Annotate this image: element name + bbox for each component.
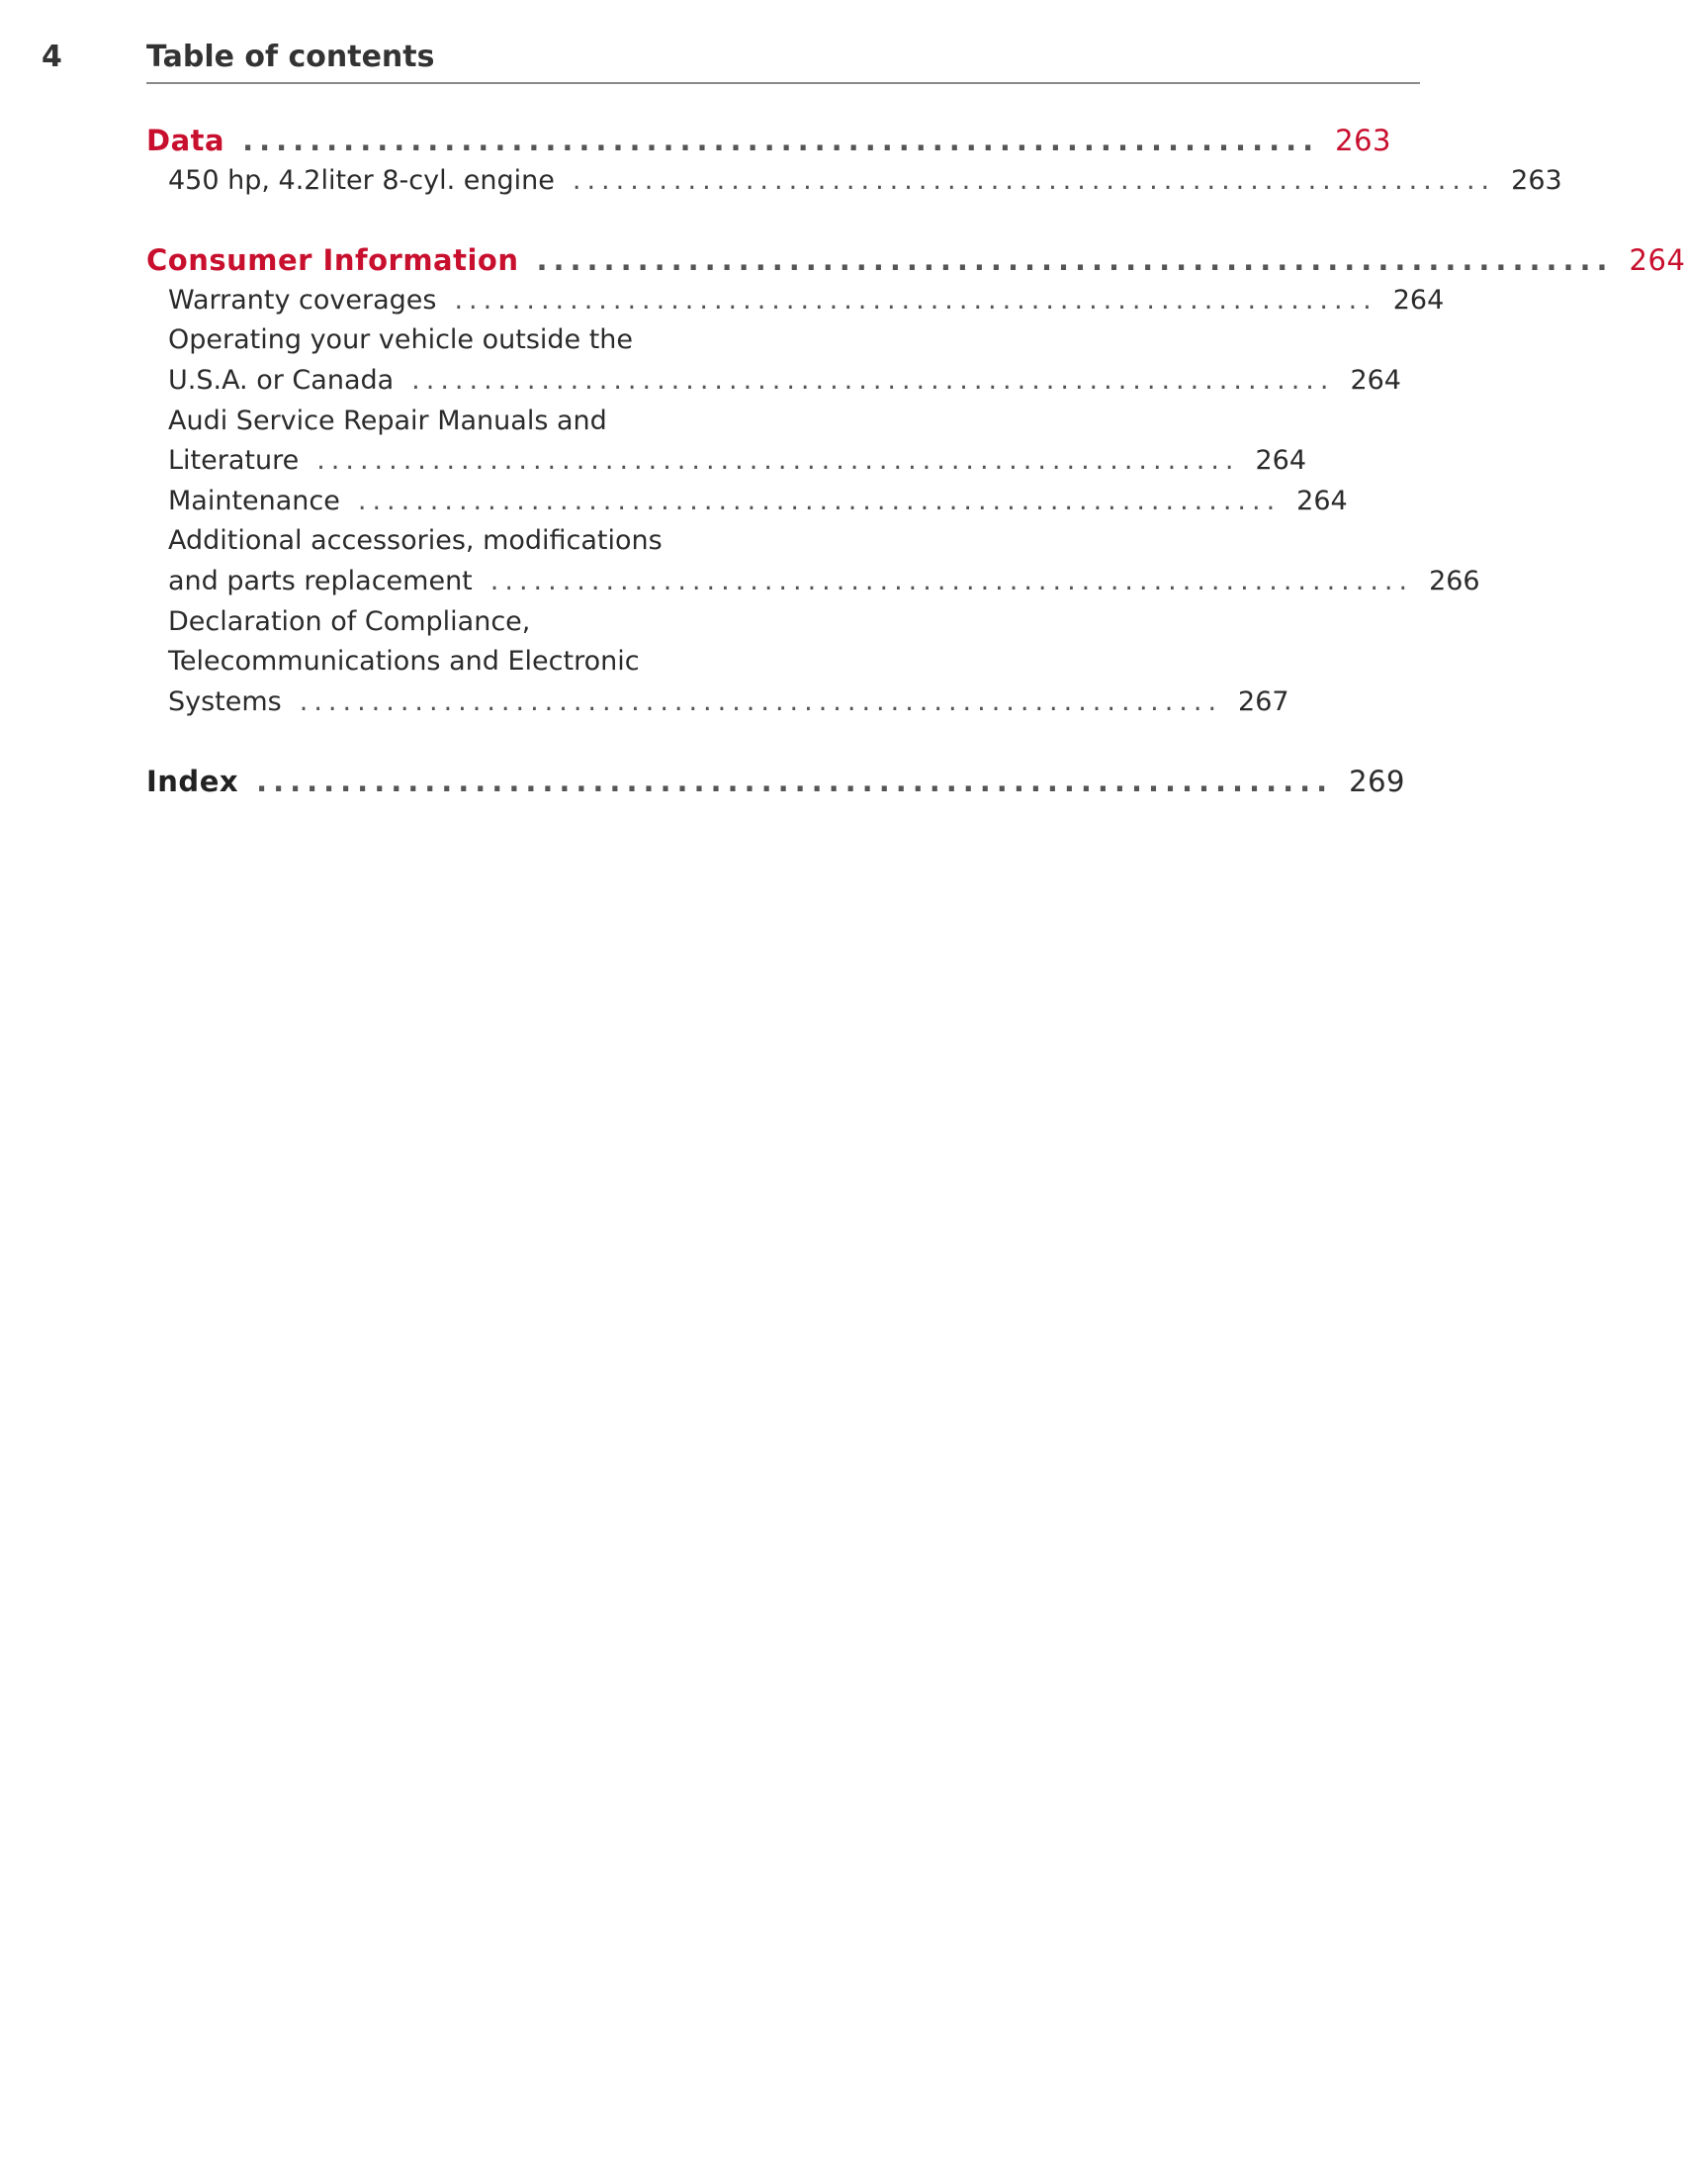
toc-entry-page: 267 [1238, 685, 1289, 717]
toc-entry-page: 264 [1392, 284, 1445, 316]
toc-entry-line [146, 642, 750, 682]
toc-section-consumer-information [146, 240, 1685, 722]
toc-heading-page: 264 [1629, 243, 1685, 278]
toc-entry[interactable] [146, 320, 1401, 401]
toc-entry-label: Audi Service Repair Manuals and [168, 405, 607, 436]
toc-entry-label: Warranty coverages [168, 284, 437, 316]
toc-entry-label: Maintenance [168, 485, 340, 516]
header-divider [146, 82, 1420, 84]
toc-section-index [146, 762, 1405, 802]
toc-entry-label: Literature [168, 445, 300, 477]
toc-entry-label: and parts replacement [168, 565, 473, 596]
toc-entry[interactable] [146, 482, 1348, 522]
leader-dots: ................................................................ [299, 685, 1223, 717]
toc-entry-label: Additional accessories, modifications [168, 525, 663, 557]
toc-entry-line [146, 320, 750, 361]
toc-entry-line [146, 682, 1289, 723]
toc-entry-label: Declaration of Compliance, [168, 605, 531, 637]
toc-entry[interactable] [146, 161, 1562, 202]
toc-entry-line [146, 402, 750, 442]
toc-entry-line [146, 562, 1480, 602]
toc-entry-label: 450 hp, 4.2liter 8-cyl. engine [168, 164, 555, 196]
leader-dots: ................................................................ [256, 765, 1334, 799]
toc-entry-page: 266 [1429, 565, 1480, 596]
toc-entry-page: 264 [1350, 364, 1401, 396]
table-of-contents [146, 121, 1685, 842]
toc-entry-label: U.S.A. or Canada [168, 364, 395, 396]
toc-entry-page: 264 [1296, 485, 1348, 516]
toc-entry-line [146, 602, 750, 643]
leader-dots: ................................................................ [454, 284, 1377, 316]
toc-heading-page: 269 [1349, 765, 1405, 799]
toc-entry[interactable] [146, 402, 1307, 482]
toc-entry-page: 264 [1255, 445, 1307, 477]
toc-entry-label: Telecommunications and Electronic [168, 646, 640, 678]
toc-entry-line [146, 521, 750, 562]
toc-heading-label: Data [146, 124, 225, 157]
leader-dots: ................................................................ [489, 565, 1414, 596]
toc-entry[interactable] [146, 281, 1445, 321]
leader-dots: ................................................................ [536, 243, 1614, 278]
toc-heading[interactable] [146, 762, 1405, 802]
toc-entry-line [146, 441, 1307, 482]
toc-entry-label: Systems [168, 685, 282, 717]
toc-heading[interactable] [146, 121, 1391, 161]
page-title: Table of contents [146, 40, 435, 74]
toc-heading-page: 263 [1335, 124, 1391, 157]
leader-dots: ................................................................ [316, 445, 1240, 477]
toc-heading-label: Consumer Information [146, 243, 519, 278]
toc-heading-label: Index [146, 765, 239, 799]
page-number: 4 [42, 40, 62, 74]
toc-entry-line [146, 361, 1401, 402]
toc-entry-page: 263 [1511, 164, 1562, 196]
toc-entry[interactable] [146, 602, 1289, 723]
toc-entry[interactable] [146, 521, 1480, 601]
toc-heading[interactable] [146, 240, 1685, 281]
toc-entry-label: Operating your vehicle outside the [168, 324, 634, 356]
leader-dots: ................................................................ [411, 364, 1335, 396]
leader-dots: ................................................................ [242, 124, 1320, 157]
toc-section-data [146, 121, 1562, 201]
leader-dots: ................................................................ [357, 485, 1282, 516]
leader-dots: ................................................................ [572, 164, 1496, 196]
